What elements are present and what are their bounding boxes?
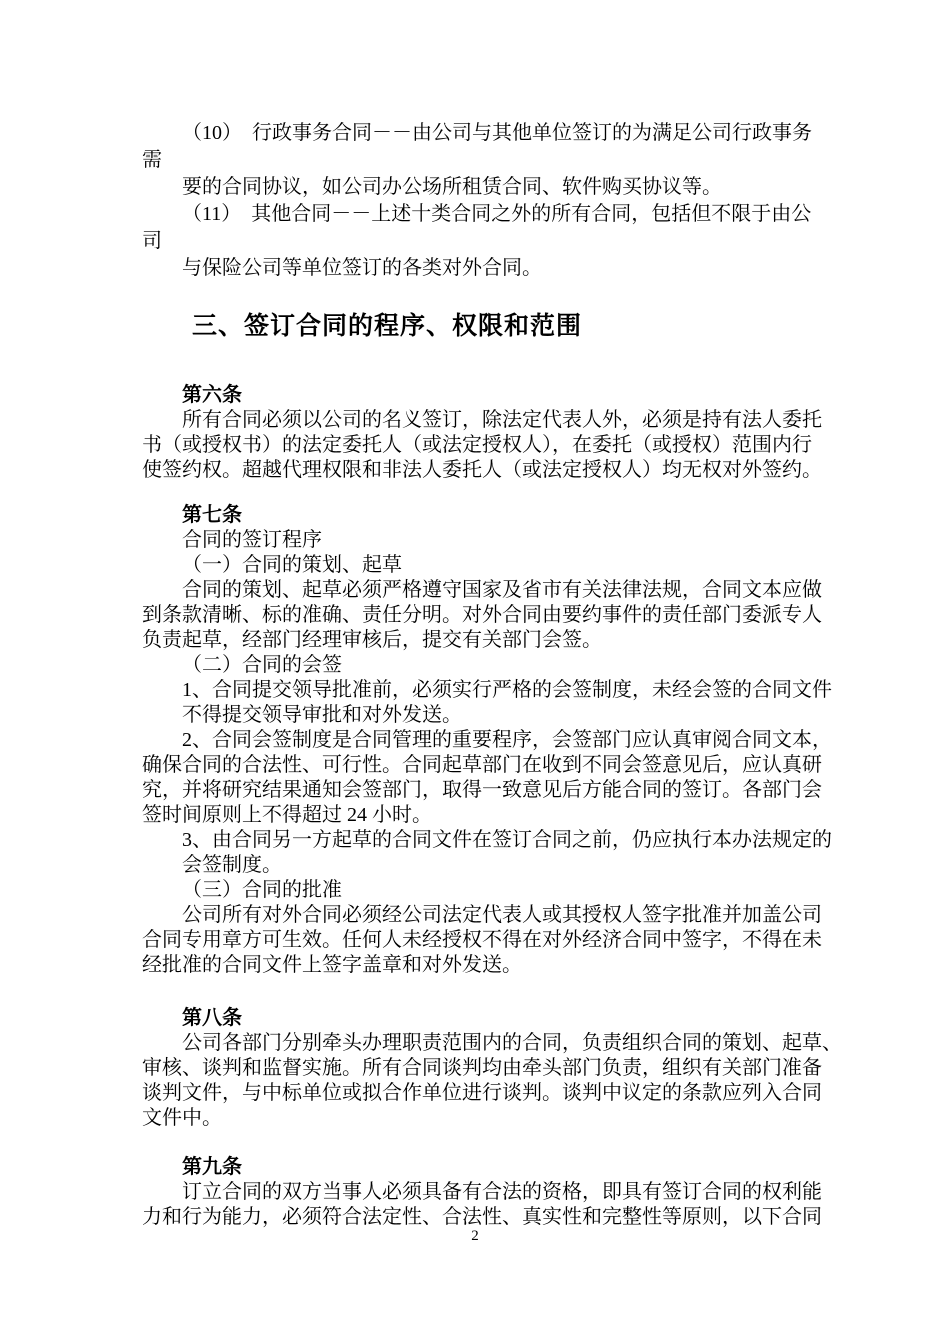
block-article-9 <box>142 1155 854 1230</box>
text-line: 书（或授权书）的法定委托人（或法定授权人），在委托（或授权）范围内行 <box>142 434 812 456</box>
text-line: 所有合同必须以公司的名义签订，除法定代表人外，必须是持有法人委托 <box>182 409 822 431</box>
text-line: 文件中。 <box>142 1107 222 1129</box>
text-line: 经批准的合同文件上签字盖章和对外发送。 <box>142 954 522 976</box>
text-line: 合同专用章方可生效。任何人未经授权不得在对外经济合同中签字，不得在未 <box>142 929 822 951</box>
article-label: 第七条 <box>182 504 242 526</box>
text-line: 确保合同的合法性、可行性。合同起草部门在收到不同会签意见后，应认真研 <box>142 754 822 776</box>
text-line: 使签约权。超越代理权限和非法人委托人（或法定授权人）均无权对外签约。 <box>142 459 822 481</box>
article-label: 第八条 <box>182 1007 242 1029</box>
text-line: 谈判文件，与中标单位或拟合作单位进行谈判。谈判中议定的条款应列入合同 <box>142 1082 822 1104</box>
text-line: 负责起草，经部门经理审核后，提交有关部门会签。 <box>142 629 602 651</box>
text-line: 订立合同的双方当事人必须具备有合法的资格，即具有签订合同的权利能 <box>182 1181 822 1203</box>
text-line: 要的合同协议，如公司办公场所租赁合同、软件购买协议等。 <box>182 176 722 198</box>
article-label: 第六条 <box>182 384 242 406</box>
block-article-7 <box>142 503 854 978</box>
text-line: 与保险公司等单位签订的各类对外合同。 <box>182 257 542 279</box>
text-line: （10） 行政事务合同－－由公司与其他单位签订的为满足公司行政事务 <box>182 122 812 144</box>
text-line: 3、由合同另一方起草的合同文件在签订合同之前，仍应执行本办法规定的 <box>182 829 832 851</box>
text-line: （一）合同的策划、起草 <box>182 554 402 576</box>
text-line: 审核、谈判和监督实施。所有合同谈判均由牵头部门负责，组织有关部门准备 <box>142 1057 822 1079</box>
text-line: （11） 其他合同－－上述十类合同之外的所有合同，包括但不限于由公 <box>182 203 812 225</box>
text-line: 公司所有对外合同必须经公司法定代表人或其授权人签字批准并加盖公司 <box>182 904 822 926</box>
text-line: 合同的策划、起草必须严格遵守国家及省市有关法律法规，合同文本应做 <box>182 579 822 601</box>
text-line: 会签制度。 <box>182 854 282 876</box>
text-line: 1、合同提交领导批准前，必须实行严格的会签制度，未经会签的合同文件 <box>182 679 832 701</box>
text-line: 公司各部门分别牵头办理职责范围内的合同，负责组织合同的策划、起草、 <box>182 1032 842 1054</box>
block-article-8 <box>142 1006 854 1131</box>
text-line: 签时间原则上不得超过 24 小时。 <box>142 804 432 826</box>
block-clause-continuation <box>142 120 854 282</box>
article-label: 第九条 <box>182 1156 242 1178</box>
chapter-heading: 三、签订合同的程序、权限和范围 <box>192 312 583 340</box>
text-line: 究，并将研究结果通知会签部门，取得一致意见后方能合同的签订。各部门会 <box>142 779 822 801</box>
text-line: 司 <box>142 230 162 252</box>
text-line: 合同的签订程序 <box>182 529 322 551</box>
page-content <box>142 120 854 1230</box>
text-line: 力和行为能力，必须符合法定性、合法性、真实性和完整性等原则，以下合同 <box>142 1206 822 1228</box>
text-line: 需 <box>142 149 162 171</box>
text-line: （三）合同的批准 <box>182 879 342 901</box>
text-line: 到条款清晰、标的准确、责任分明。对外合同由要约事件的责任部门委派专人 <box>142 604 822 626</box>
text-line: 2、合同会签制度是合同管理的重要程序，会签部门应认真审阅合同文本， <box>182 729 832 751</box>
page-number: 2 <box>471 1228 479 1244</box>
block-article-6 <box>142 383 854 483</box>
text-line: 不得提交领导审批和对外发送。 <box>182 704 462 726</box>
text-line: （二）合同的会签 <box>182 654 342 676</box>
